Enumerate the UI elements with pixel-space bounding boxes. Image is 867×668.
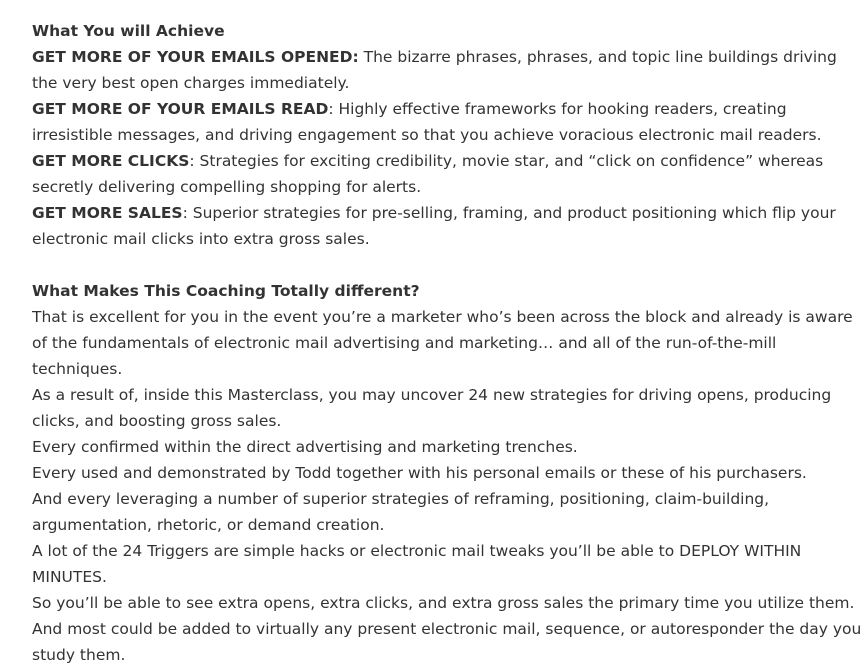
benefit-text: : Highly effective frameworks for hooking readers, creating irresistible messages, and driving engagement so that you achieve voracious electronic mail readers. bbox=[32, 100, 822, 144]
benefit-label: GET MORE OF YOUR EMAILS OPENED: bbox=[32, 48, 359, 66]
benefit-item-opened bbox=[32, 44, 862, 96]
body-paragraph: Every used and demonstrated by Todd together with his personal emails or these of his purchasers. bbox=[32, 464, 807, 482]
body-paragraph: So you’ll be able to see extra opens, extra clicks, and extra gross sales the primary time you utilize them. bbox=[32, 594, 855, 612]
section-spacer bbox=[32, 252, 862, 278]
benefit-item-read bbox=[32, 96, 862, 148]
body-paragraph: A lot of the 24 Triggers are simple hacks or electronic mail tweaks you’ll be able to DEPLOY WITHIN MINUTES. bbox=[32, 542, 802, 586]
benefit-text: The bizarre phrases, phrases, and topic line buildings driving the very best open charges immediately. bbox=[32, 48, 837, 92]
section-heading-achieve: What You will Achieve bbox=[32, 22, 225, 40]
benefit-label: GET MORE CLICKS bbox=[32, 152, 190, 170]
benefit-item-sales bbox=[32, 200, 862, 252]
article-content bbox=[32, 18, 862, 668]
benefit-item-clicks bbox=[32, 148, 862, 200]
body-paragraph: As a result of, inside this Masterclass, you may uncover 24 new strategies for driving opens, producing clicks, and boosting gross sales. bbox=[32, 386, 832, 430]
body-paragraph: Every confirmed within the direct advertising and marketing trenches. bbox=[32, 438, 578, 456]
body-paragraph: That is excellent for you in the event you’re a marketer who’s been across the block and already is aware of the fundamentals of electronic mail advertising and marketing… and all of the run-of-the-mill techniques. bbox=[32, 308, 853, 378]
section-heading-different: What Makes This Coaching Totally different? bbox=[32, 282, 420, 300]
benefit-label: GET MORE SALES bbox=[32, 204, 183, 222]
body-paragraph: And every leveraging a number of superior strategies of reframing, positioning, claim-building, argumentation, rhetoric, or demand creation. bbox=[32, 490, 770, 534]
body-paragraph: And most could be added to virtually any present electronic mail, sequence, or autoresponder the day you study them. bbox=[32, 620, 862, 664]
benefit-text: : Superior strategies for pre-selling, framing, and product positioning which flip your electronic mail clicks into extra gross sales. bbox=[32, 204, 836, 248]
benefit-label: GET MORE OF YOUR EMAILS READ bbox=[32, 100, 329, 118]
benefit-text: : Strategies for exciting credibility, movie star, and “click on confidence” whereas secretly delivering compelling shopping for alerts. bbox=[32, 152, 824, 196]
